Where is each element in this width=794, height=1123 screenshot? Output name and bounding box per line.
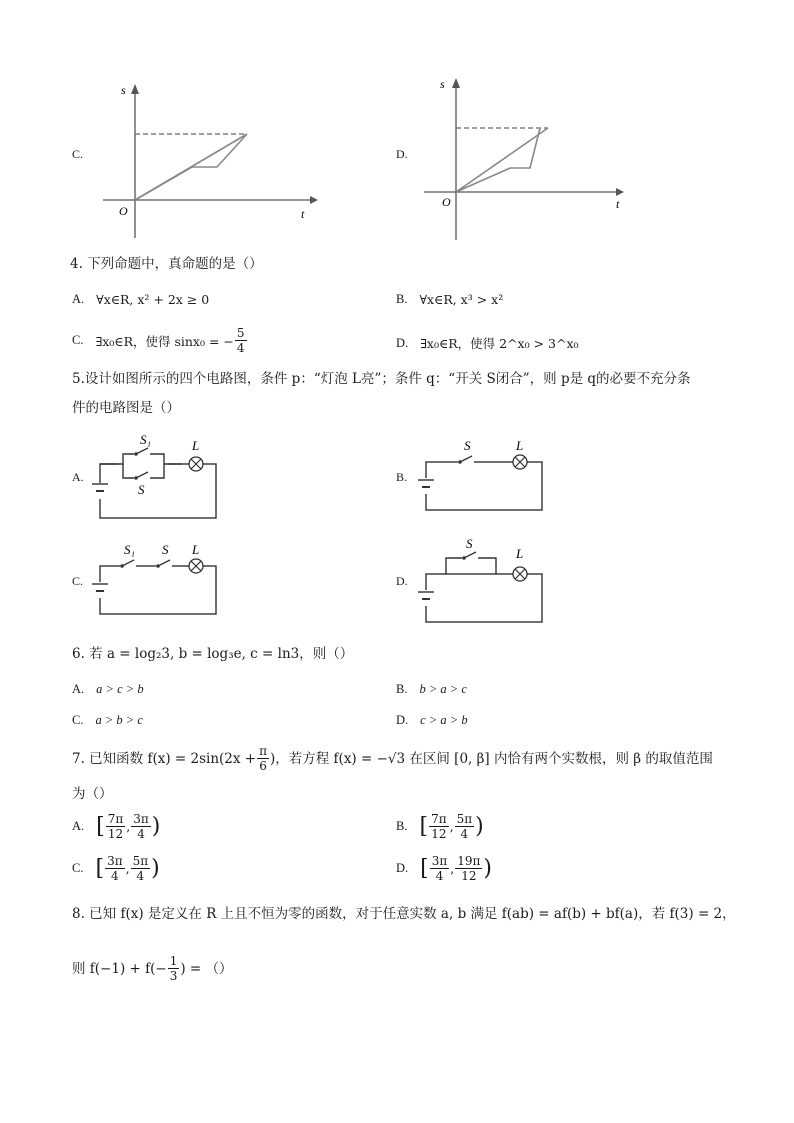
q6-option-c[interactable]: C. a > b > c: [72, 713, 143, 727]
q5-stem-line2: 件的电路图是（）: [72, 400, 180, 416]
q7-option-d[interactable]: D. [ $\frac{3\pi}{4}$ , $\frac{19\pi}{12}$ ): [396, 854, 493, 883]
q6-stem: 6. 若 a = log₂3, b = log₃e, c = ln3，则（）: [72, 646, 354, 662]
t-axis-label: t: [301, 207, 305, 221]
lamp-l-label: L: [516, 438, 524, 453]
graph-d: [420, 72, 630, 244]
fraction: $\frac{5}{4}$: [236, 326, 245, 355]
q5-stem-line1: 5.设计如图所示的四个电路图，条件 p：“灯泡 L亮”；条件 q：“开关 S闭合”，则 p是 q的必要不充分条: [72, 371, 691, 387]
origin-label: O: [442, 195, 451, 209]
q7-stem-line2: 为（）: [72, 786, 113, 802]
s-axis-label: s: [121, 83, 126, 97]
circuit-b: [414, 436, 549, 518]
option-d-label: D.: [396, 147, 408, 161]
q4-stem: 4. 下列命题中，真命题的是（）: [70, 256, 263, 272]
fraction: $\frac{1}{3}$: [169, 954, 178, 983]
lamp-l-label: L: [192, 438, 200, 453]
circuit-c: [90, 540, 225, 622]
q6-option-d[interactable]: D. c > a > b: [396, 713, 468, 727]
q4-option-d[interactable]: D. ∃x₀∈R，使得 2^x₀ > 3^x₀: [396, 335, 579, 351]
graph-c: [95, 78, 320, 244]
switch-s-label: S: [138, 482, 145, 497]
q8-stem-line1: 8. 已知 f(x) 是定义在 R 上且不恒为零的函数，对于任意实数 a, b 满足 f(ab) = af(b) + bf(a)，若 f(3) = 2，: [72, 906, 736, 922]
circuit-a: [90, 428, 225, 524]
q5-option-a-label[interactable]: A.: [72, 470, 84, 484]
switch-s1-label: S₁: [124, 542, 136, 557]
q4-option-a[interactable]: A. ∀x∈R, x² + 2x ≥ 0: [72, 292, 210, 307]
q6-option-b[interactable]: B. b > a > c: [396, 682, 467, 696]
origin-label: O: [119, 204, 128, 218]
q5-option-d-label[interactable]: D.: [396, 574, 408, 588]
fraction: $\frac{\pi}{6}$: [259, 744, 267, 773]
switch-s-label: S: [162, 542, 169, 557]
lamp-l-label: L: [192, 542, 200, 557]
q7-option-c[interactable]: C. [ $\frac{3\pi}{4}$ , $\frac{5\pi}{4}$ ): [72, 854, 160, 883]
q5-option-b-label[interactable]: B.: [396, 470, 408, 484]
q5-option-c-label[interactable]: C.: [72, 574, 84, 588]
q4-option-b[interactable]: B. ∀x∈R, x³ > x²: [396, 292, 504, 307]
q7-stem-line1: 7. 已知函数 f(x) = 2sin(2x + $\frac{\pi}{6}$ )，若方程 f(x) = −√3 在区间 [0, β] 内恰有两个实数根，则 β 的取值范围: [72, 744, 713, 773]
q6-option-a[interactable]: A. a > c > b: [72, 682, 144, 696]
q8-stem-line2: 则 f(−1) + f(− $\frac{1}{3}$ ) = （）: [72, 954, 233, 983]
q7-option-b[interactable]: B. [ $\frac{7\pi}{12}$ , $\frac{5\pi}{4}$ ): [396, 812, 484, 841]
circuit-d: [414, 532, 549, 628]
switch-s-label: S: [464, 438, 471, 453]
switch-s1-label: S₁: [140, 432, 152, 447]
t-axis-label: t: [616, 197, 620, 211]
s-axis-label: s: [440, 77, 445, 91]
option-c-label: C.: [72, 147, 84, 161]
q7-option-a[interactable]: A. [ $\frac{7\pi}{12}$ , $\frac{3\pi}{4}$ ): [72, 812, 161, 841]
q4-option-c[interactable]: C. ∃x₀∈R，使得 sinx₀ = − $\frac{5}{4}$: [72, 326, 245, 355]
lamp-l-label: L: [516, 546, 524, 561]
switch-s-label: S: [466, 536, 473, 551]
